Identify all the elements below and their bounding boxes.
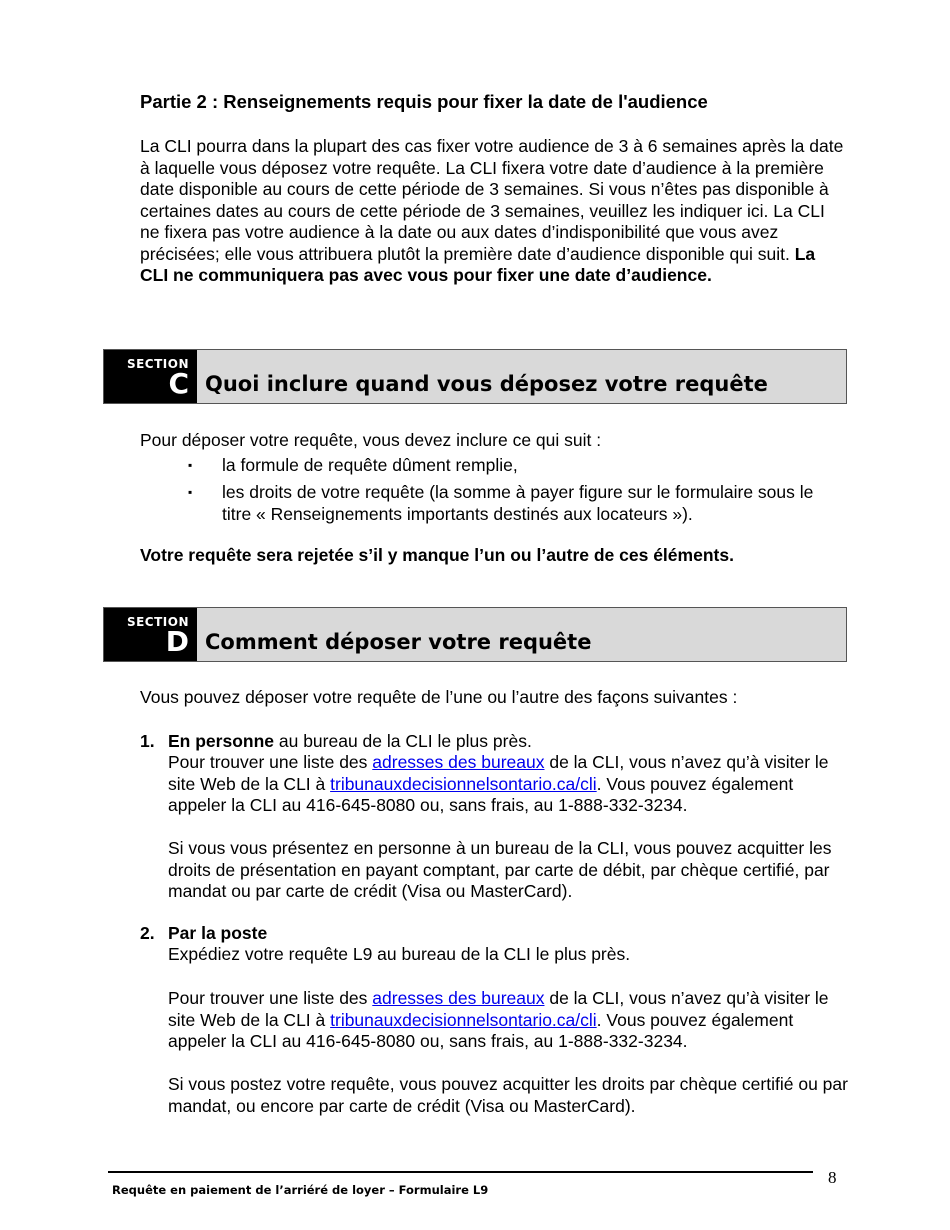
website-link[interactable]: tribunauxdecisionnelsontario.ca/cli	[330, 1009, 597, 1030]
item-2-find-mid: de la CLI, vous n’avez qu’à visiter le site Web de la CLI à	[168, 988, 829, 1030]
item-1-find-mid: de la CLI, vous n’avez qu’à visiter le site Web de la CLI à	[168, 752, 829, 794]
section-d-intro: Vous pouvez déposer votre requête de l’une ou l’autre des façons suivantes :	[140, 687, 738, 707]
office-addresses-link[interactable]: adresses des bureaux	[372, 752, 545, 772]
section-d-header	[103, 607, 847, 662]
section-c-title: Quoi inclure quand vous déposez votre requête	[205, 372, 768, 396]
section-d-label: SECTION	[126, 615, 189, 629]
page-number: 8	[828, 1168, 837, 1187]
section-d-title: Comment déposer votre requête	[205, 630, 592, 654]
bullet-icon: ▪	[188, 485, 193, 499]
item-2-heading: Par la poste	[168, 923, 268, 943]
item-2-find-pre: Pour trouver une liste des	[168, 988, 373, 1008]
office-addresses-link[interactable]: adresses des bureaux	[372, 988, 545, 1008]
item-2-find-post: . Vous pouvez également appeler la CLI au 416-645-8080 ou, sans frais, au 1-888-332-3234.	[168, 1009, 794, 1051]
item-1-heading: En personne	[168, 731, 274, 751]
item-1-heading-rest: au bureau de la CLI le plus près.	[274, 731, 532, 751]
part2-body-bold: La CLI ne communiquera pas avec vous pour fixer une date d’audience.	[140, 243, 816, 285]
section-d-badge	[104, 608, 197, 661]
section-d-letter: D	[165, 625, 189, 658]
item-1-find-pre: Pour trouver une liste des	[168, 752, 373, 772]
bullet-text: les droits de votre requête (la somme à payer figure sur le formulaire sous le titre « Renseignements importants destinés aux locateurs »).	[222, 482, 814, 524]
footer-divider	[108, 1171, 813, 1173]
item-1-heading-line	[168, 731, 848, 753]
footer-title: Requête en paiement de l’arriéré de loyer – Formulaire L9	[112, 1183, 489, 1197]
item-2-find-paragraph	[168, 988, 848, 1053]
part2-paragraph	[140, 136, 845, 287]
item-1-find-paragraph	[168, 752, 848, 817]
section-c-letter: C	[168, 367, 189, 400]
section-c-header	[103, 349, 847, 404]
section-c-label: SECTION	[126, 357, 189, 371]
part2-heading: Partie 2 : Renseignements requis pour fixer la date de l'audience	[140, 91, 708, 112]
item-1-find-post: . Vous pouvez également appeler la CLI au 416-645-8080 ou, sans frais, au 1-888-332-3234.	[168, 773, 794, 815]
section-c-intro: Pour déposer votre requête, vous devez inclure ce qui suit :	[140, 430, 602, 450]
item-2-number: 2.	[140, 923, 155, 943]
bullet-text: la formule de requête dûment remplie,	[222, 455, 518, 475]
website-link[interactable]: tribunauxdecisionnelsontario.ca/cli	[330, 773, 597, 794]
section-c-badge	[104, 350, 197, 403]
section-c-warning: Votre requête sera rejetée s’il y manque l’un ou l’autre de ces éléments.	[140, 545, 734, 565]
item-2-line: Expédiez votre requête L9 au bureau de la CLI le plus près.	[168, 944, 631, 964]
item-1-number: 1.	[140, 731, 155, 751]
item-1-payment: Si vous vous présentez en personne à un bureau de la CLI, vous pouvez acquitter les droits de présentation en payant comptant, par carte de débit, par chèque certifié, par mandat ou par carte de crédit (Visa ou MasterCard).	[168, 838, 832, 901]
bullet-icon: ▪	[188, 458, 193, 472]
part2-body-text: La CLI pourra dans la plupart des cas fixer votre audience de 3 à 6 semaines après la date à laquelle vous déposez votre requête. La CLI fixera votre date d’audience à la première date disponible au cours de cette période de 3 semaines. Si vous n’êtes pas disponible à certaines dates au cours de cette période de 3 semaines, veuillez les indiquer ici. La CLI ne fixera pas votre audience à la date ou aux dates d’indisponibilité que vous avez précisées; elle vous attribuera plutôt la première date d’audience disponible qui suit.	[140, 136, 844, 264]
item-2-payment: Si vous postez votre requête, vous pouvez acquitter les droits par chèque certifié ou par mandat, ou encore par carte de crédit (Visa ou MasterCard).	[168, 1074, 848, 1116]
